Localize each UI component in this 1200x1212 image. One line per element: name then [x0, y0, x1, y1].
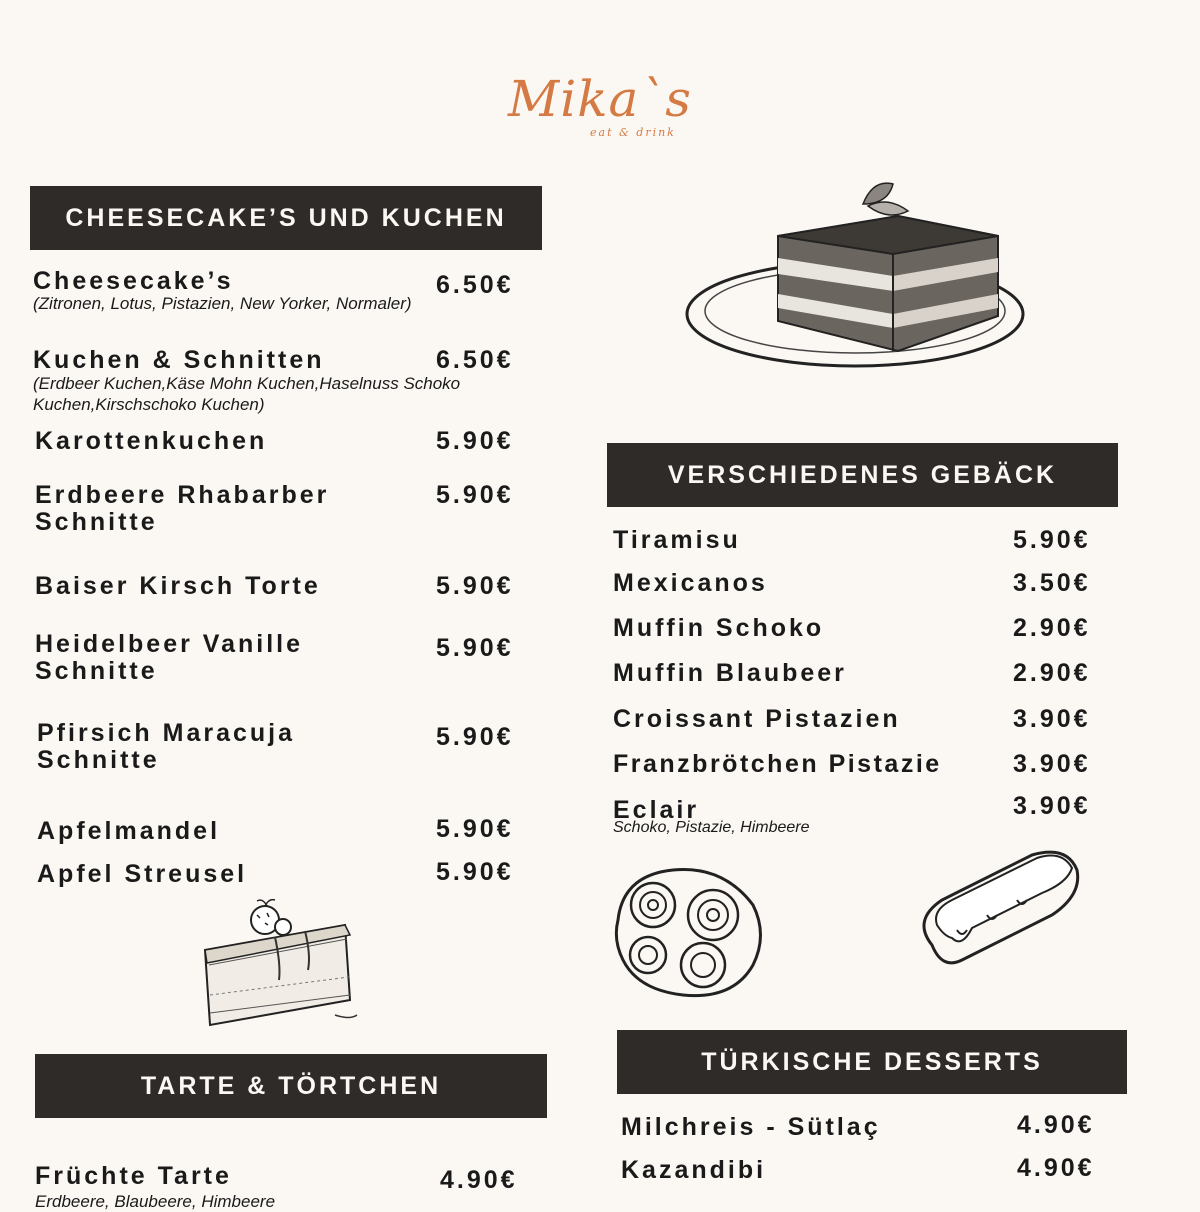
menu-item — [613, 527, 1113, 557]
section-header-gebaeck — [607, 443, 1118, 507]
section-title: TARTE & TÖRTCHEN — [140, 1071, 442, 1100]
menu-item — [33, 268, 543, 338]
eclair-illustration — [912, 850, 1082, 980]
logo — [490, 70, 710, 150]
item-name: Muffin Blaubeer — [613, 659, 847, 687]
item-description: (Zitronen, Lotus, Pistazien, New Yorker, Normaler) — [33, 294, 412, 313]
item-name: Apfelmandel — [37, 817, 221, 845]
item-price: 4.90€ — [1017, 1154, 1095, 1182]
section-header-tuerkisch — [617, 1030, 1127, 1094]
item-price: 6.50€ — [436, 346, 514, 374]
item-price: 2.90€ — [1013, 659, 1091, 687]
item-name: Apfel Streusel — [37, 860, 248, 888]
section-title: TÜRKISCHE DESSERTS — [701, 1047, 1043, 1076]
section-title: VERSCHIEDENES GEBÄCK — [667, 460, 1058, 489]
menu-item — [613, 570, 1113, 600]
item-price: 5.90€ — [436, 634, 514, 662]
item-name: Cheesecake’s — [33, 267, 234, 295]
item-price: 3.90€ — [1013, 792, 1091, 820]
item-price: 4.90€ — [1017, 1111, 1095, 1139]
cheesecake-slice-illustration — [195, 895, 365, 1035]
menu-item — [621, 1154, 1121, 1187]
menu-item — [37, 858, 547, 891]
tiramisu-illustration — [683, 176, 1033, 376]
item-name: Kazandibi — [621, 1156, 767, 1184]
menu-item — [37, 815, 547, 848]
item-price: 4.90€ — [440, 1166, 518, 1194]
item-price: 3.90€ — [1013, 750, 1091, 778]
item-name: Karottenkuchen — [35, 427, 268, 455]
menu-item — [613, 660, 1113, 690]
menu-item — [613, 615, 1113, 645]
item-price: 5.90€ — [436, 815, 514, 843]
item-price: 5.90€ — [436, 858, 514, 886]
item-name: Milchreis - Sütlaç — [621, 1113, 881, 1141]
item-name: Früchte Tarte — [35, 1162, 232, 1190]
item-name: Muffin Schoko — [613, 614, 825, 642]
menu-item — [613, 706, 1113, 736]
menu-item — [621, 1111, 1121, 1144]
item-description: Schoko, Pistazie, Himbeere — [613, 819, 810, 836]
menu-item — [613, 792, 1113, 842]
menu-item — [33, 347, 543, 417]
menu-item — [35, 1162, 545, 1211]
menu-item — [35, 573, 545, 603]
item-price: 3.50€ — [1013, 569, 1091, 597]
item-name: Pfirsich Maracuja Schnitte — [37, 719, 296, 774]
menu-item — [35, 482, 545, 542]
item-price: 5.90€ — [436, 572, 514, 600]
item-name: Tiramisu — [613, 526, 741, 554]
item-name: Eclair — [613, 796, 700, 824]
item-name: Erdbeere Rhabarber Schnitte — [35, 481, 330, 536]
section-header-cheesecake — [30, 186, 542, 250]
item-price: 2.90€ — [1013, 614, 1091, 642]
logo-tagline: eat & drink — [590, 126, 676, 139]
menu-item — [35, 631, 545, 691]
item-price: 5.90€ — [1013, 526, 1091, 554]
item-description: Erdbeere, Blaubeere, Himbeere — [35, 1192, 276, 1211]
item-name: Baiser Kirsch Torte — [35, 572, 321, 600]
item-price: 6.50€ — [436, 271, 514, 299]
menu-item — [35, 428, 545, 458]
section-header-tarte — [35, 1054, 547, 1118]
item-description: (Erdbeer Kuchen,Käse Mohn Kuchen,Haselnuss Schoko Kuchen,Kirschschoko Kuchen) — [33, 374, 461, 414]
menu-item — [613, 751, 1113, 781]
item-name: Franzbrötchen Pistazie — [613, 750, 942, 778]
item-price: 5.90€ — [436, 481, 514, 509]
item-name: Heidelbeer Vanille Schnitte — [35, 630, 303, 685]
logo-name: Mika`s — [508, 70, 692, 128]
cinnamon-roll-illustration — [608, 860, 768, 1000]
section-title: CHEESECAKE’S UND KUCHEN — [65, 203, 507, 232]
item-price: 3.90€ — [1013, 705, 1091, 733]
item-name: Kuchen & Schnitten — [33, 346, 325, 374]
item-price: 5.90€ — [436, 723, 514, 751]
item-name: Mexicanos — [613, 569, 768, 597]
item-price: 5.90€ — [436, 427, 514, 455]
item-name: Croissant Pistazien — [613, 705, 901, 733]
menu-item — [37, 720, 547, 780]
